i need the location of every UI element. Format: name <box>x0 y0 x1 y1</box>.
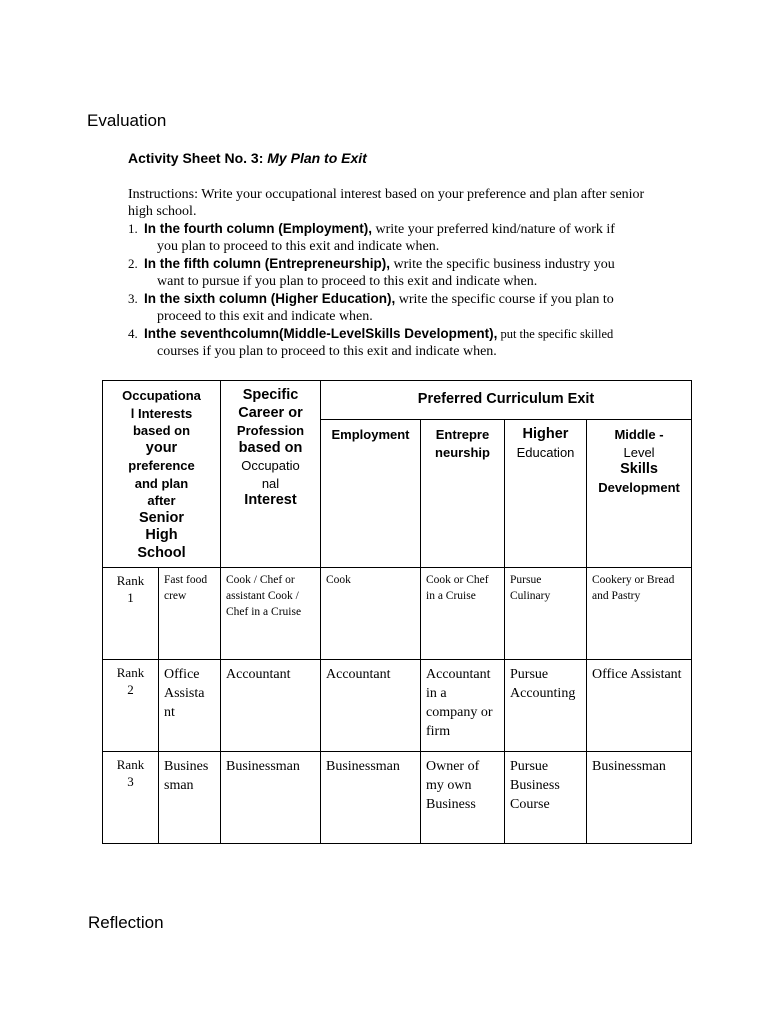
rank-cell: Rank 1 <box>103 568 159 660</box>
instruction-rest: write the specific business industry you <box>390 257 615 272</box>
instruction-item <box>128 220 688 255</box>
interest-cell: Busines sman <box>159 752 221 844</box>
middle-level-skills-cell: Cookery or Bread and Pastry <box>587 568 692 660</box>
instruction-lead: Inthe seventhcolumn(Middle-LevelSkills Development), <box>144 326 498 341</box>
instruction-item <box>128 325 688 360</box>
instruction-item <box>128 290 688 325</box>
activity-label: Activity Sheet No. 3: <box>128 150 264 166</box>
rank-cell: Rank 3 <box>103 752 159 844</box>
entrepreneurship-cell: Accountant in a company or firm <box>421 660 505 752</box>
header-entrepreneurship: Entrepre neurship <box>421 420 505 568</box>
middle-level-skills-cell: Office Assistant <box>587 660 692 752</box>
instruction-continuation: proceed to this exit and indicate when. <box>157 309 373 324</box>
activity-name: My Plan to Exit <box>267 150 367 166</box>
instruction-lead: In the fourth column (Employment), <box>144 221 372 236</box>
instruction-lead: In the sixth column (Higher Education), <box>144 291 396 306</box>
instruction-number: 2. <box>128 256 138 271</box>
rank-cell: Rank 2 <box>103 660 159 752</box>
entrepreneurship-cell: Cook or Chef in a Cruise <box>421 568 505 660</box>
higher-education-cell: Pursue Culinary <box>505 568 587 660</box>
plan-table <box>102 380 692 844</box>
higher-education-cell: Pursue Business Course <box>505 752 587 844</box>
interest-cell: Office Assista nt <box>159 660 221 752</box>
career-cell: Cook / Chef or assistant Cook / Chef in a Cruise <box>221 568 321 660</box>
instructions <box>128 186 688 360</box>
table-row <box>103 568 692 660</box>
interest-cell: Fast food crew <box>159 568 221 660</box>
higher-education-cell: Pursue Accounting <box>505 660 587 752</box>
table-row <box>103 752 692 844</box>
instructions-intro: Instructions: Write your occupational interest based on your preference and plan after senior high school. <box>128 187 645 219</box>
instruction-number: 4. <box>128 326 138 341</box>
employment-cell: Cook <box>321 568 421 660</box>
reflection-heading: Reflection <box>88 913 164 932</box>
instruction-continuation: want to pursue if you plan to proceed to this exit and indicate when. <box>157 274 538 289</box>
instruction-rest: put the specific skilled <box>497 327 614 341</box>
entrepreneurship-cell: Owner of my own Business <box>421 752 505 844</box>
instruction-number: 1. <box>128 221 138 236</box>
table-row <box>103 660 692 752</box>
activity-title <box>128 150 367 166</box>
middle-level-skills-cell: Businessman <box>587 752 692 844</box>
evaluation-heading: Evaluation <box>87 111 167 130</box>
header-specific-career: Specific Career or Profession based on Occupatio nal Interest <box>221 381 321 568</box>
career-cell: Businessman <box>221 752 321 844</box>
instruction-lead: In the fifth column (Entrepreneurship), <box>144 256 390 271</box>
instruction-continuation: you plan to proceed to this exit and indicate when. <box>157 239 440 254</box>
instruction-item <box>128 255 688 290</box>
employment-cell: Accountant <box>321 660 421 752</box>
instruction-continuation: courses if you plan to proceed to this exit and indicate when. <box>157 344 497 359</box>
header-preferred-curriculum-exit: Preferred Curriculum Exit <box>321 381 692 420</box>
employment-cell: Businessman <box>321 752 421 844</box>
header-middle-level-skills: Middle - Level Skills Development <box>587 420 692 568</box>
instruction-rest: write your preferred kind/nature of work if <box>372 222 615 237</box>
instruction-number: 3. <box>128 291 138 306</box>
header-higher-education: Higher Education <box>505 420 587 568</box>
header-employment: Employment <box>321 420 421 568</box>
instructions-list <box>128 220 688 360</box>
header-occupational-interests: Occupationa l Interests based on your preference and plan after Senior High School <box>103 381 221 568</box>
instruction-rest: write the specific course if you plan to <box>395 292 614 307</box>
career-cell: Accountant <box>221 660 321 752</box>
